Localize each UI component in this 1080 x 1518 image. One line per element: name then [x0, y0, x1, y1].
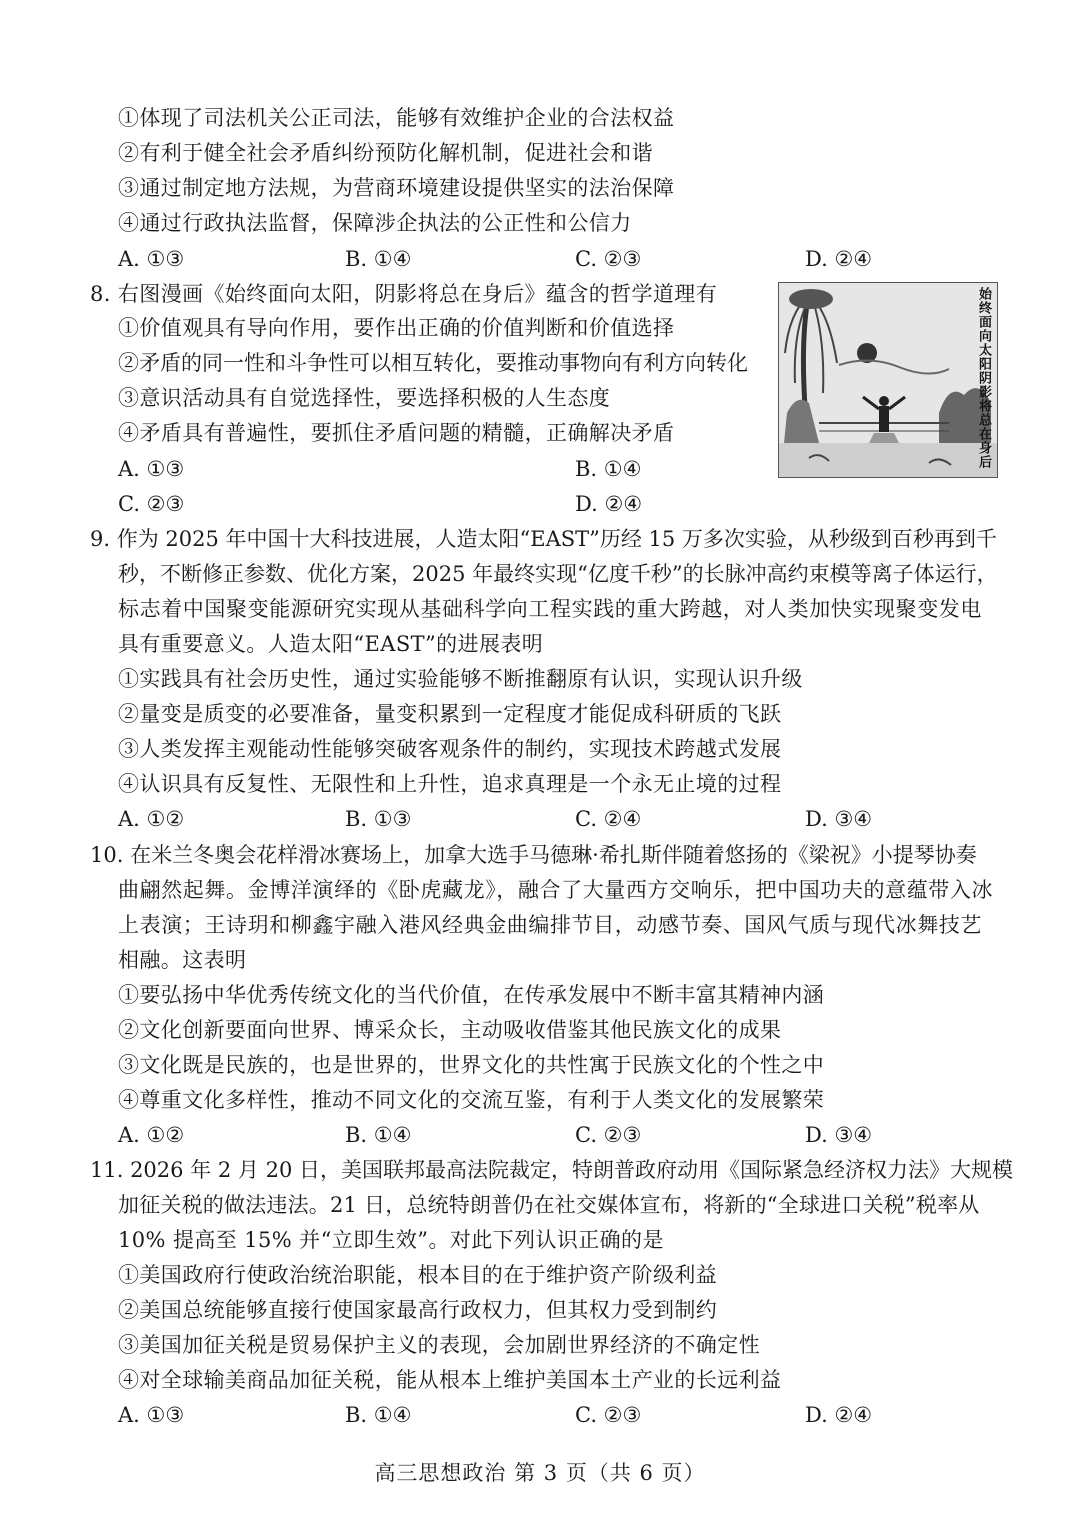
q7-item-3: ③通过制定地方法规，为营商环境建设提供坚实的法治保障 [118, 176, 675, 200]
comic-caption: 始终面向太阳阴影将总在身后 [976, 287, 991, 469]
q11-option-a: A. ①③ [118, 1403, 185, 1427]
q9-stem-line-1: 9. 作为 2025 年中国十大科技进展，人造太阳“EAST”历经 15 万多次实验，从秒级到百秒再到千 [90, 527, 997, 551]
q7-item-1: ①体现了司法机关公正司法，能够有效维护企业的合法权益 [118, 106, 675, 130]
q9-stem-line-4: 具有重要意义。人造太阳“EAST”的进展表明 [118, 632, 544, 656]
q10-stem-line-2: 曲翩然起舞。金博洋演绎的《卧虎藏龙》，融合了大量西方交响乐，把中国功夫的意蕴带入冰 [118, 878, 994, 902]
q7-option-a: A. ①③ [118, 247, 185, 271]
q10-stem-line-1: 10. 在米兰冬奥会花样滑冰赛场上，加拿大选手马德琳·希扎斯伴随着悠扬的《梁祝》小提琴协奏 [90, 843, 977, 867]
q9-stem-line-2: 秒，不断修正参数、优化方案，2025 年最终实现“亿度千秒”的长脉冲高约束模等离子体运行， [118, 562, 998, 586]
q10-stem-line-3: 上表演；王诗玥和柳鑫宇融入港风经典金曲编排节目，动感节奏、国风气质与现代冰舞技艺 [118, 913, 982, 937]
q7-option-b: B. ①④ [345, 247, 412, 271]
q7-item-2: ②有利于健全社会矛盾纠纷预防化解机制，促进社会和谐 [118, 141, 653, 165]
q7-option-c: C. ②③ [575, 247, 642, 271]
q8-option-c: C. ②③ [118, 492, 185, 516]
q11-stem-line-2: 加征关税的做法违法。21 日，总统特朗普仍在社交媒体宣布，将新的“全球进口关税”税率从 [118, 1193, 980, 1217]
q9-option-b: B. ①③ [345, 807, 412, 831]
q11-option-d: D. ②④ [805, 1403, 873, 1427]
q9-item-1: ①实践具有社会历史性，通过实验能够不断推翻原有认识，实现认识升级 [118, 667, 803, 691]
q8-option-a: A. ①③ [118, 457, 185, 481]
q9-option-c: C. ②④ [575, 807, 642, 831]
q8-option-b: B. ①④ [575, 457, 642, 481]
q9-item-3: ③人类发挥主观能动性能够突破客观条件的制约，实现技术跨越式发展 [118, 737, 782, 761]
q11-stem-line-3: 10% 提高至 15% 并“立即生效”。对此下列认识正确的是 [118, 1228, 664, 1252]
q8-option-d: D. ②④ [575, 492, 643, 516]
q11-item-1: ①美国政府行使政治统治职能，根本目的在于维护资产阶级利益 [118, 1263, 718, 1287]
q8-item-3: ③意识活动具有自觉选择性，要选择积极的人生态度 [118, 386, 611, 410]
q8-item-4: ④矛盾具有普遍性，要抓住矛盾问题的精髓，正确解决矛盾 [118, 421, 675, 445]
q10-item-1: ①要弘扬中华优秀传统文化的当代价值，在传承发展中不断丰富其精神内涵 [118, 983, 825, 1007]
q9-option-a: A. ①② [118, 807, 185, 831]
q9-item-2: ②量变是质变的必要准备，量变积累到一定程度才能促成科研质的飞跃 [118, 702, 782, 726]
q11-option-b: B. ①④ [345, 1403, 412, 1427]
q10-option-c: C. ②③ [575, 1123, 642, 1147]
q9-option-d: D. ③④ [805, 807, 873, 831]
q7-item-4: ④通过行政执法监督，保障涉企执法的公正性和公信力 [118, 211, 632, 235]
q8-item-1: ①价值观具有导向作用，要作出正确的价值判断和价值选择 [118, 316, 675, 340]
q10-item-2: ②文化创新要面向世界、博采众长，主动吸收借鉴其他民族文化的成果 [118, 1018, 782, 1042]
q10-item-3: ③文化既是民族的，也是世界的，世界文化的共性寓于民族文化的个性之中 [118, 1053, 825, 1077]
q11-item-2: ②美国总统能够直接行使国家最高行政权力，但其权力受到制约 [118, 1298, 718, 1322]
q11-item-3: ③美国加征关税是贸易保护主义的表现，会加剧世界经济的不确定性 [118, 1333, 760, 1357]
q9-item-4: ④认识具有反复性、无限性和上升性，追求真理是一个永无止境的过程 [118, 772, 782, 796]
q11-stem-line-1: 11. 2026 年 2 月 20 日，美国联邦最高法院裁定，特朗普政府动用《国际紧急经济权力法》大规模 [90, 1158, 1013, 1182]
q7-option-d: D. ②④ [805, 247, 873, 271]
q10-option-a: A. ①② [118, 1123, 185, 1147]
q10-stem-line-4: 相融。这表明 [118, 948, 247, 972]
q8-item-2: ②矛盾的同一性和斗争性可以相互转化，要推动事物向有利方向转化 [118, 351, 748, 375]
q11-item-4: ④对全球输美商品加征关税，能从根本上维护美国本土产业的长远利益 [118, 1368, 782, 1392]
q9-stem-line-3: 标志着中国聚变能源研究实现从基础科学向工程实践的重大跨越，对人类加快实现聚变发电 [118, 597, 982, 621]
q10-option-b: B. ①④ [345, 1123, 412, 1147]
q10-option-d: D. ③④ [805, 1123, 873, 1147]
comic-drawing [779, 283, 997, 477]
comic-illustration [778, 282, 998, 478]
q10-item-4: ④尊重文化多样性，推动不同文化的交流互鉴，有利于人类文化的发展繁荣 [118, 1088, 825, 1112]
q11-option-c: C. ②③ [575, 1403, 642, 1427]
page-footer: 高三思想政治 第 3 页（共 6 页） [374, 1461, 706, 1485]
q8-stem: 8. 右图漫画《始终面向太阳，阴影将总在身后》蕴含的哲学道理有 [90, 282, 718, 306]
